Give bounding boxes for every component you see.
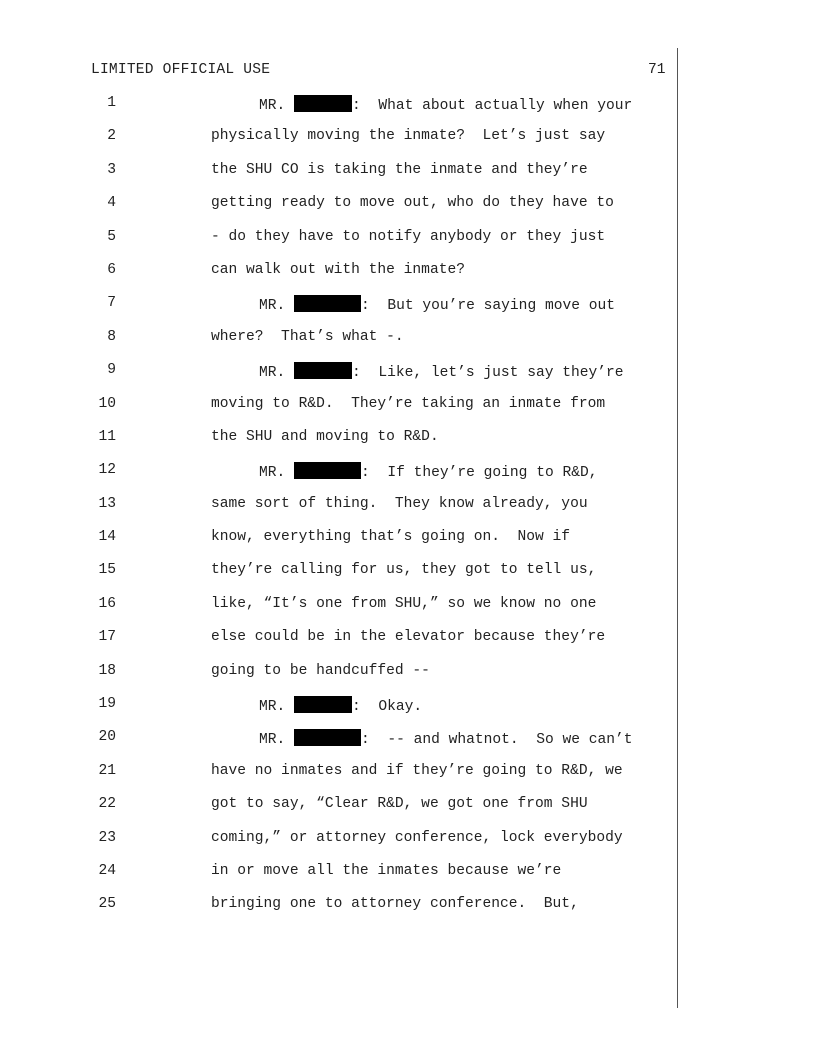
line-number: 13: [98, 495, 116, 512]
line-text: [211, 195, 614, 211]
line-content: like, “It’s one from SHU,” so we know no one: [211, 595, 597, 612]
line-content: : Like, let’s just say they’re: [352, 365, 624, 382]
line-text: [211, 896, 579, 912]
transcript-line: [0, 295, 816, 328]
line-number: 24: [98, 862, 116, 879]
line-text: [211, 229, 605, 245]
transcript-line: [0, 896, 816, 929]
line-text: [211, 663, 430, 679]
transcript-line: [0, 830, 816, 863]
speaker-line-text: [259, 462, 598, 481]
transcript-line: [0, 195, 816, 228]
transcript-line: [0, 796, 816, 829]
line-content: : If they’re going to R&D,: [361, 465, 598, 482]
line-text: [211, 863, 561, 879]
transcript-line: [0, 362, 816, 395]
line-content: where? That’s what -.: [211, 328, 404, 345]
transcript-line: [0, 629, 816, 662]
line-content: have no inmates and if they’re going to R&D, we: [211, 762, 623, 779]
redaction-box: [294, 362, 352, 379]
speaker-title: MR.: [259, 699, 286, 716]
line-number: 8: [107, 328, 116, 345]
speaker-line-text: [259, 696, 422, 715]
line-number: 20: [98, 729, 116, 746]
line-number: 3: [107, 161, 116, 178]
line-number: 11: [98, 428, 116, 445]
line-number: 19: [98, 696, 116, 713]
line-content: : -- and whatnot. So we can’t: [361, 732, 633, 749]
header-classification: LIMITED OFFICIAL USE: [91, 62, 271, 78]
line-content: know, everything that’s going on. Now if: [211, 529, 571, 546]
line-content: : Okay.: [352, 699, 423, 716]
transcript-line: [0, 262, 816, 295]
transcript-line: [0, 128, 816, 161]
redaction-box: [294, 462, 361, 479]
speaker-line-text: [259, 729, 633, 748]
redaction-box: [294, 295, 361, 312]
line-text: [211, 162, 588, 178]
line-content: in or move all the inmates because we’re: [211, 862, 562, 879]
line-number: 7: [107, 295, 116, 312]
page-number: 71: [648, 62, 666, 78]
line-content: moving to R&D. They’re taking an inmate from: [211, 395, 606, 412]
line-text: [211, 562, 596, 578]
line-text: [211, 128, 605, 144]
transcript-line: [0, 562, 816, 595]
line-number: 1: [107, 95, 116, 111]
redaction-box: [294, 95, 352, 112]
transcript-line: [0, 863, 816, 896]
speaker-title: MR.: [259, 465, 286, 482]
line-number: 9: [107, 362, 116, 379]
speaker-title: MR.: [259, 365, 286, 382]
line-number: 12: [98, 462, 116, 479]
line-text: [211, 596, 596, 612]
line-number: 17: [98, 629, 116, 646]
line-number: 14: [98, 529, 116, 546]
speaker-line-text: [259, 95, 632, 114]
line-text: [211, 763, 623, 779]
speaker-title: MR.: [259, 98, 286, 114]
transcript-line: [0, 696, 816, 729]
line-number: 23: [98, 829, 116, 846]
line-content: same sort of thing. They know already, you: [211, 495, 588, 512]
speaker-line-text: [259, 362, 624, 381]
line-text: [211, 262, 465, 278]
line-text: [211, 796, 588, 812]
line-number: 22: [98, 796, 116, 813]
line-content: : What about actually when your: [352, 98, 633, 114]
transcript-line: [0, 496, 816, 529]
transcript-body: [0, 95, 816, 930]
transcript-line: [0, 462, 816, 495]
line-text: [211, 329, 404, 345]
line-number: 4: [107, 195, 116, 212]
line-content: going to be handcuffed --: [211, 662, 430, 679]
line-content: the SHU CO is taking the inmate and they’re: [211, 161, 588, 178]
line-text: [211, 496, 588, 512]
line-number: 16: [98, 595, 116, 612]
line-text: [211, 429, 439, 445]
line-number: 5: [107, 228, 116, 245]
line-number: 18: [98, 662, 116, 679]
transcript-line: [0, 229, 816, 262]
line-text: [211, 396, 605, 412]
transcript-line: [0, 763, 816, 796]
line-number: 21: [98, 762, 116, 779]
line-content: coming,” or attorney conference, lock everybody: [211, 829, 623, 846]
transcript-line: [0, 663, 816, 696]
line-content: they’re calling for us, they got to tell us,: [211, 562, 597, 579]
transcript-line: [0, 329, 816, 362]
transcript-line: [0, 429, 816, 462]
redaction-box: [294, 729, 361, 746]
speaker-title: MR.: [259, 298, 286, 315]
line-content: got to say, “Clear R&D, we got one from SHU: [211, 796, 588, 813]
line-number: 2: [107, 128, 116, 145]
speaker-title: MR.: [259, 732, 286, 749]
transcript-line: [0, 729, 816, 762]
redaction-box: [294, 696, 352, 713]
speaker-line-text: [259, 295, 615, 314]
line-number: 6: [107, 261, 116, 278]
transcript-line: [0, 396, 816, 429]
line-text: [211, 629, 605, 645]
transcript-line: [0, 162, 816, 195]
line-content: the SHU and moving to R&D.: [211, 428, 439, 445]
line-number: 25: [98, 896, 116, 913]
line-number: 15: [98, 562, 116, 579]
line-number: 10: [98, 395, 116, 412]
transcript-line: [0, 95, 816, 128]
line-content: bringing one to attorney conference. But,: [211, 896, 579, 913]
line-content: else could be in the elevator because they’re: [211, 629, 606, 646]
transcript-line: [0, 596, 816, 629]
line-content: - do they have to notify anybody or they just: [211, 228, 606, 245]
line-content: getting ready to move out, who do they have to: [211, 195, 614, 212]
line-content: physically moving the inmate? Let’s just say: [211, 128, 606, 145]
line-content: can walk out with the inmate?: [211, 261, 465, 278]
line-text: [211, 830, 623, 846]
line-text: [211, 529, 570, 545]
transcript-line: [0, 529, 816, 562]
line-content: : But you’re saying move out: [361, 298, 616, 315]
